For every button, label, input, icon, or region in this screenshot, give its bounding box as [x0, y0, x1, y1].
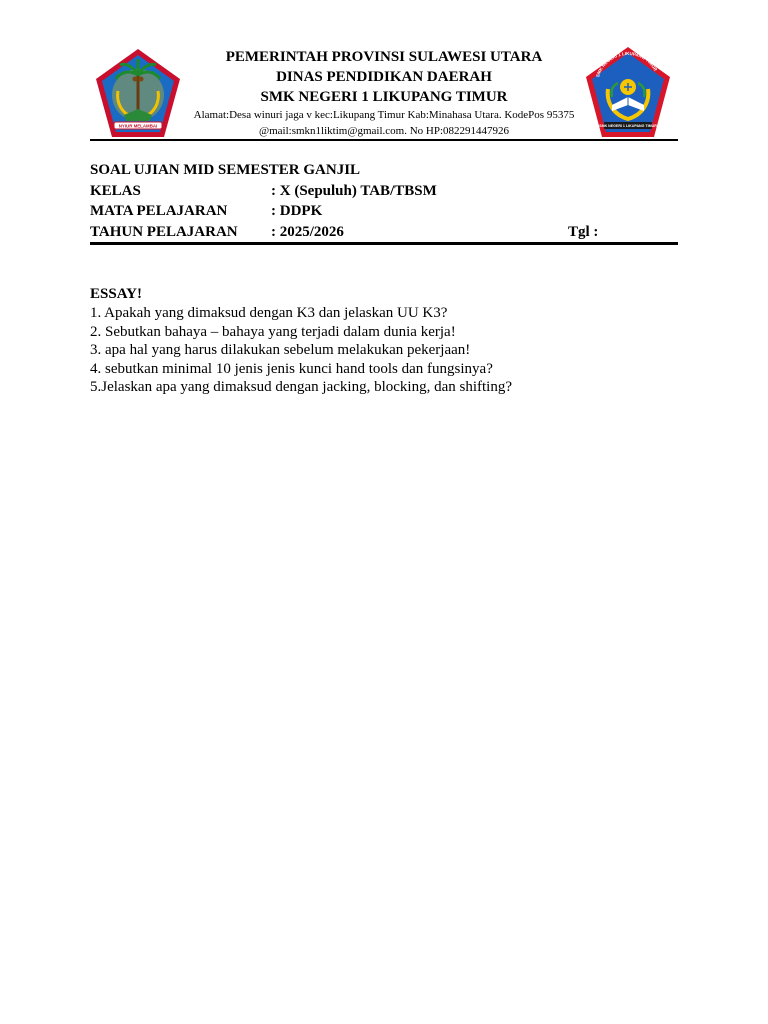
info-divider: [90, 242, 678, 245]
question-item: 5.Jelaskan apa yang dimaksud dengan jacking, blocking, dan shifting?: [90, 379, 512, 395]
question-item: 4. sebutkan minimal 10 jenis jenis kunci hand tools dan fungsinya?: [90, 360, 493, 377]
info-row-tahun-pelajaran: [90, 222, 678, 243]
info-row-mata-pelajaran: [90, 201, 678, 222]
letterhead: [180, 47, 588, 139]
info-label: MATA PELAJARAN: [90, 203, 228, 219]
question-item: 2. Sebutkan bahaya – bahaya yang terjadi dalam dunia kerja!: [90, 323, 456, 340]
essay-title: ESSAY!: [90, 286, 142, 302]
school-contact: @mail:smkn1liktim@gmail.com. No HP:082291447926: [258, 125, 510, 137]
info-row-kelas: [90, 181, 678, 202]
exam-title-row: [90, 160, 678, 181]
right-logo-banner-text: SMK NEGERI 1 LIKUPANG TIMUR: [599, 124, 657, 129]
info-value: : 2025/2026: [271, 223, 344, 240]
header-divider: [90, 139, 678, 141]
info-value: : DDPK: [271, 203, 323, 219]
government-name: PEMERINTAH PROVINSI SULAWESI UTARA: [225, 49, 543, 65]
info-label: KELAS: [90, 182, 141, 199]
info-label: TAHUN PELAJARAN: [90, 223, 238, 240]
school-address: Alamat:Desa winuri jaga v kec:Likupang Timur Kab:Minahasa Utara. KodePos 95375: [193, 109, 575, 121]
info-value: : X (Sepuluh) TAB/TBSM: [271, 182, 437, 199]
left-logo-banner-text: NYIUR MELAMBAI: [118, 123, 158, 129]
date-label: Tgl :: [568, 223, 599, 240]
department-name: DINAS PENDIDIKAN DAERAH: [276, 69, 492, 85]
question-item: 1. Apakah yang dimaksud dengan K3 dan jelaskan UU K3?: [90, 305, 448, 321]
right-logo-ring-text: SMK NEGERI 1 LIKUPANG TIMUR: [595, 50, 659, 78]
exam-title: SOAL UJIAN MID SEMESTER GANJIL: [90, 162, 361, 178]
exam-info: [90, 160, 678, 242]
question-item: 3. apa hal yang harus dilakukan sebelum melakukan pekerjaan!: [90, 342, 471, 358]
school-name: SMK NEGERI 1 LIKUPANG TIMUR: [260, 89, 508, 105]
essay-section: [90, 284, 690, 397]
province-seal-icon: [94, 47, 182, 139]
school-emblem-icon: [584, 45, 672, 139]
